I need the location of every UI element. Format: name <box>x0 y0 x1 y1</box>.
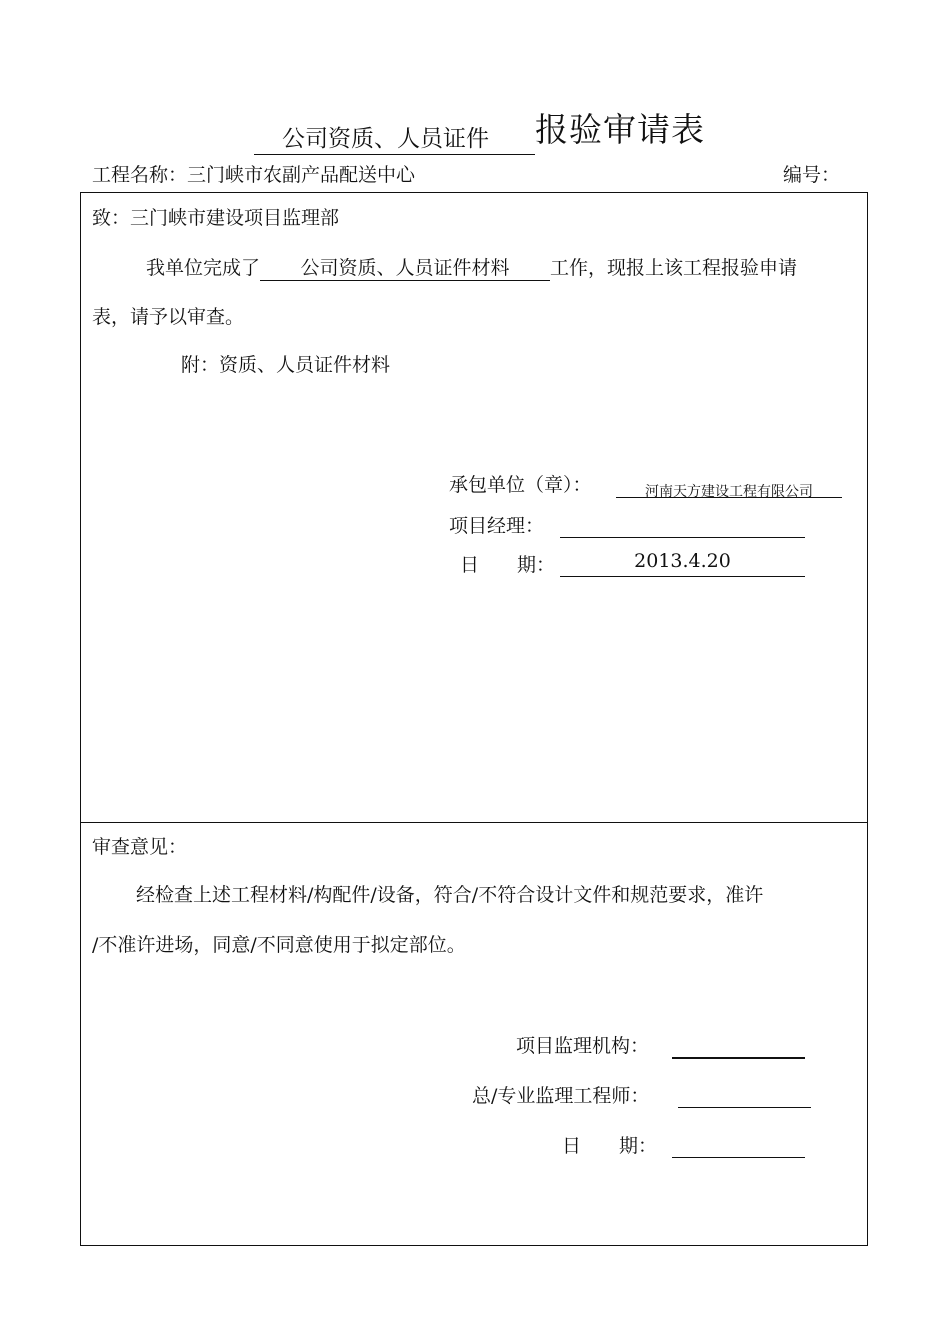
manager-label: 项目经理： <box>449 515 545 537</box>
submission-body-line1 <box>146 253 797 281</box>
submission-body-line2: 表，请予以审查。 <box>92 306 245 328</box>
review-body-line1: 经检查上述工程材料/构配件/设备，符合/不符合设计文件和规范要求，准许 <box>136 884 764 906</box>
review-body-line2: /不准许进场，同意/不同意使用于拟定部位。 <box>92 934 466 956</box>
contractor-stamp-text: 河南天方建设工程有限公司 <box>645 484 813 500</box>
contractor-underline <box>616 497 842 498</box>
section-divider <box>80 822 868 823</box>
engineer-field <box>678 1107 811 1108</box>
work-item-field: 公司资质、人员证件材料 <box>260 257 550 281</box>
engineer-label: 总/专业监理工程师： <box>472 1085 650 1107</box>
contractor-label: 承包单位（章）： <box>449 474 592 496</box>
submission-date-value: 2013.4.20 <box>634 550 731 572</box>
form-title-subject: 公司资质、人员证件 <box>282 126 489 152</box>
body-prefix: 我单位完成了 <box>146 257 261 279</box>
supervision-org-label: 项目监理机构： <box>516 1035 650 1057</box>
title-underline <box>254 154 535 155</box>
manager-field <box>560 537 805 538</box>
supervision-org-field <box>672 1057 805 1059</box>
attachment-note: 附：资质、人员证件材料 <box>181 354 391 376</box>
body-suffix: 工作，现报上该工程报验申请 <box>550 257 798 279</box>
addressee: 致：三门峡市建设项目监理部 <box>92 207 340 229</box>
review-heading: 审查意见： <box>92 836 188 858</box>
submission-date-underline <box>560 576 805 577</box>
review-date-field <box>672 1157 805 1158</box>
review-date-label: 日 期： <box>562 1135 658 1157</box>
project-name: 工程名称：三门峡市农副产品配送中心 <box>92 164 416 186</box>
submission-date-label: 日 期： <box>460 554 556 576</box>
serial-number-label: 编号： <box>783 164 841 186</box>
form-title: 报验审请表 <box>535 110 705 149</box>
